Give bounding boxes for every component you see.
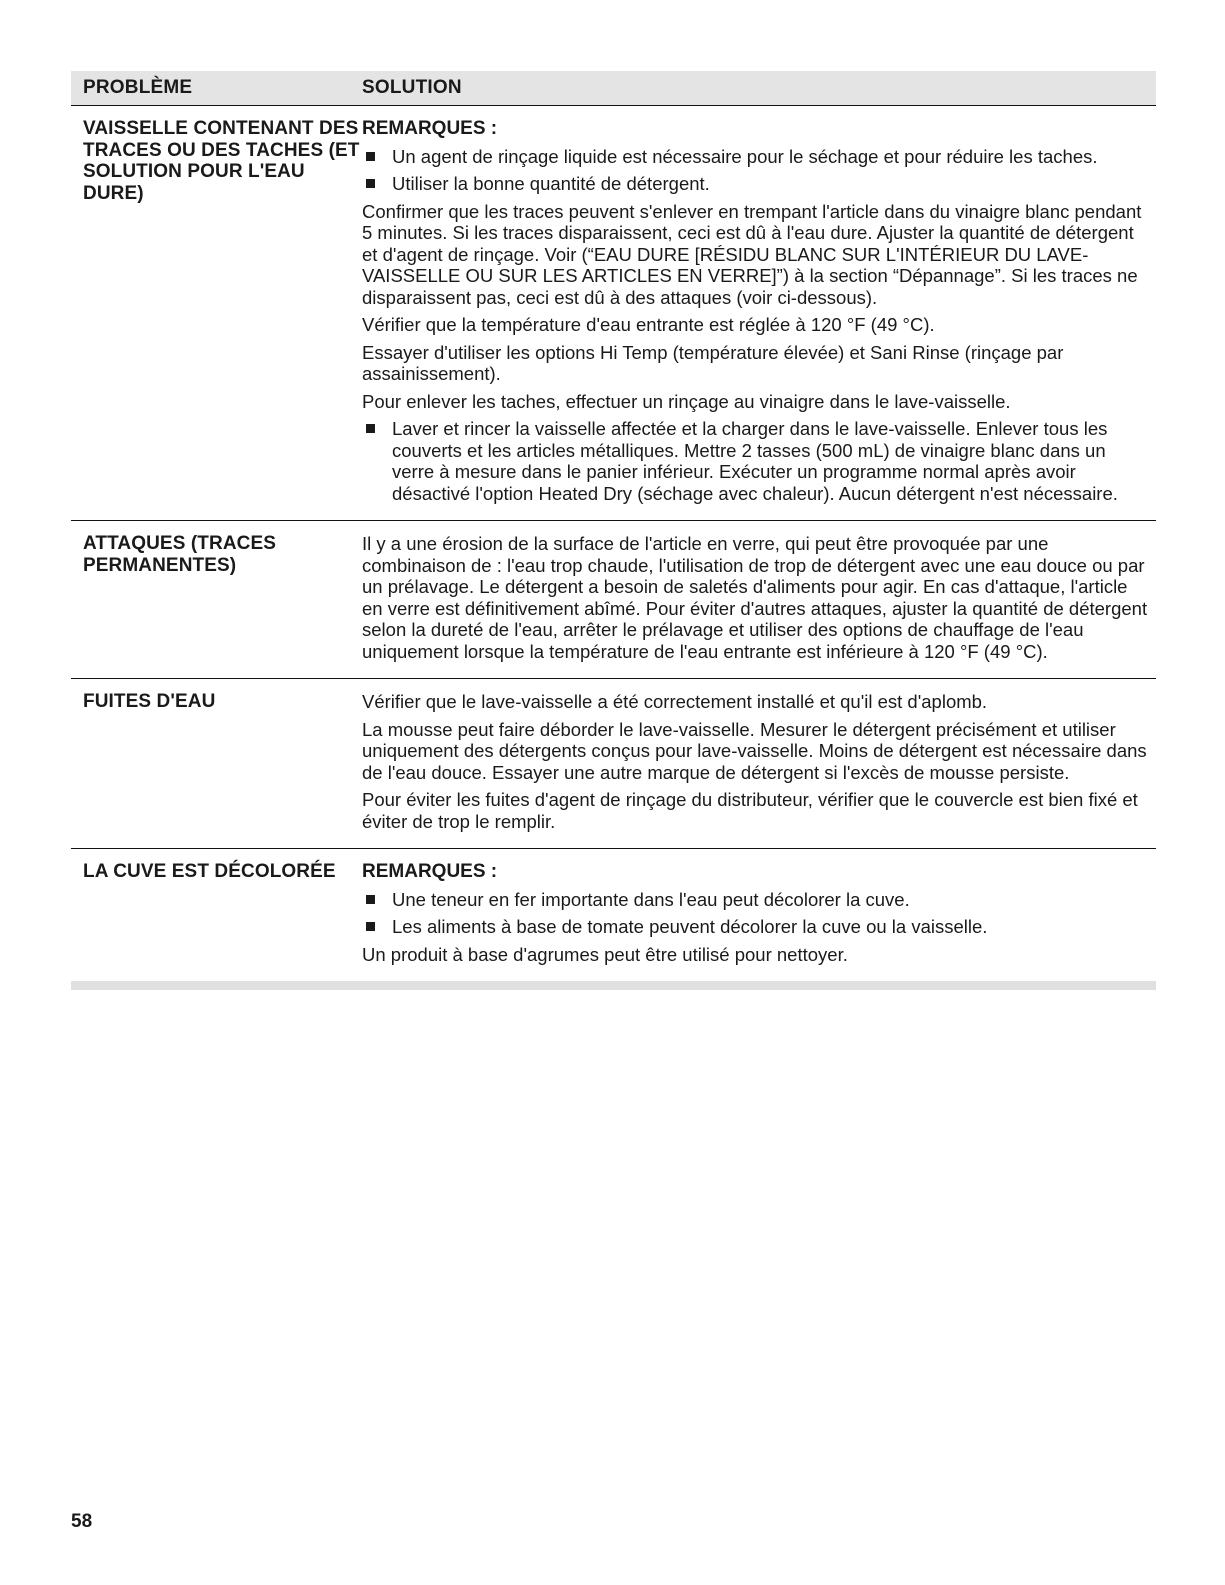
- solution-cell: [362, 849, 1156, 981]
- bullet-square-icon: [366, 424, 375, 433]
- solution-paragraph: Confirmer que les traces peuvent s'enlever en trempant l'article dans du vinaigre blanc pendant 5 minutes. Si les traces disparaissent, ceci est dû à l'eau dure. Ajuster la quantité de détergent et d'agent de rinçage. Voir (“EAU DURE [RÉSIDU BLANC SUR L'INTÉRIEUR DU LAVE-VAISSELLE OU SUR LES ARTICLES EN VERRE]”) à la section “Dépannage”. Si les traces ne disparaissent pas, ceci est dû à des attaques (voir ci-dessous).: [362, 200, 1142, 308]
- solution-paragraph: Vérifier que le lave-vaisselle a été correctement installé et qu'il est d'aplomb.: [362, 691, 988, 712]
- remarks-heading: REMARQUES :: [362, 861, 498, 882]
- table-row: [71, 106, 1156, 521]
- remarks-heading: REMARQUES :: [362, 118, 498, 139]
- problem-cell: ATTAQUES (TRACES PERMANENTES): [83, 533, 277, 576]
- bullet-square-icon: [366, 895, 375, 904]
- problem-cell: VAISSELLE CONTENANT DES TRACES OU DES TACHES (ET SOLUTION POUR L'EAU DURE): [83, 118, 360, 204]
- bullet-square-icon: [366, 179, 375, 188]
- solution-paragraph: Pour éviter les fuites d'agent de rinçage du distributeur, vérifier que le couvercle est bien fixé et éviter de trop le remplir.: [362, 789, 1138, 832]
- solution-cell: [362, 521, 1156, 678]
- solution-paragraph: Vérifier que la température d'eau entrante est réglée à 120 °F (49 °C).: [362, 314, 935, 335]
- table-bottom-bar: [71, 981, 1156, 990]
- table-header: [71, 71, 1156, 106]
- solution-paragraph: Un produit à base d'agrumes peut être utilisé pour nettoyer.: [362, 943, 848, 965]
- page-number: 58: [71, 1511, 93, 1532]
- solution-cell: [362, 106, 1156, 520]
- bullet-item: Les aliments à base de tomate peuvent décolorer la cuve ou la vaisselle.: [362, 916, 1150, 938]
- table-row: [71, 849, 1156, 981]
- bullet-item: Laver et rincer la vaisselle affectée et la charger dans le lave-vaisselle. Enlever tous les couverts et les articles métalliques. Mettre 2 tasses (500 mL) de vinaigre blanc dans un verre à mesure dans le panier inférieur. Exécuter un programme normal après avoir désactivé l'option Heated Dry (séchage avec chaleur). Aucun détergent n'est nécessaire.: [362, 418, 1150, 504]
- troubleshooting-table: [71, 71, 1156, 990]
- solution-paragraph: Essayer d'utiliser les options Hi Temp (température élevée) et Sani Rinse (rinçage par assainissement).: [362, 341, 1064, 384]
- solution-paragraph: La mousse peut faire déborder le lave-vaisselle. Mesurer le détergent précisément et utiliser uniquement des détergents conçus pour lave-vaisselle. Moins de détergent est nécessaire dans de l'eau douce. Essayer une autre marque de détergent si l'excès de mousse persiste.: [362, 718, 1147, 783]
- header-problem: PROBLÈME: [83, 77, 193, 98]
- bullet-square-icon: [366, 152, 375, 161]
- table-row: [71, 679, 1156, 849]
- table-row: [71, 521, 1156, 679]
- bullet-item: Une teneur en fer importante dans l'eau peut décolorer la cuve.: [362, 889, 1150, 911]
- header-solution: SOLUTION: [362, 77, 462, 98]
- problem-cell: FUITES D'EAU: [83, 691, 216, 712]
- bullet-item: Utiliser la bonne quantité de détergent.: [362, 173, 1150, 195]
- solution-paragraph: Pour enlever les taches, effectuer un rinçage au vinaigre dans le lave-vaisselle.: [362, 390, 1011, 412]
- problem-cell: LA CUVE EST DÉCOLORÉE: [83, 861, 336, 882]
- bullet-square-icon: [366, 922, 375, 931]
- solution-paragraph: Il y a une érosion de la surface de l'article en verre, qui peut être provoquée par une combinaison de : l'eau trop chaude, l'utilisation de trop de détergent avec une eau douce ou par un prélavage. Le détergent a besoin de saletés d'aliments pour agir. En cas d'attaque, l'article en verre est définitivement abîmé. Pour éviter d'autres attaques, ajuster la quantité de détergent selon la dureté de l'eau, arrêter le prélavage et utiliser des options de chauffage de l'eau uniquement lorsque la température de l'eau entrante est inférieure à 120 °F (49 °C).: [362, 533, 1148, 662]
- solution-cell: [362, 679, 1156, 848]
- bullet-item: Un agent de rinçage liquide est nécessaire pour le séchage et pour réduire les taches.: [362, 146, 1150, 168]
